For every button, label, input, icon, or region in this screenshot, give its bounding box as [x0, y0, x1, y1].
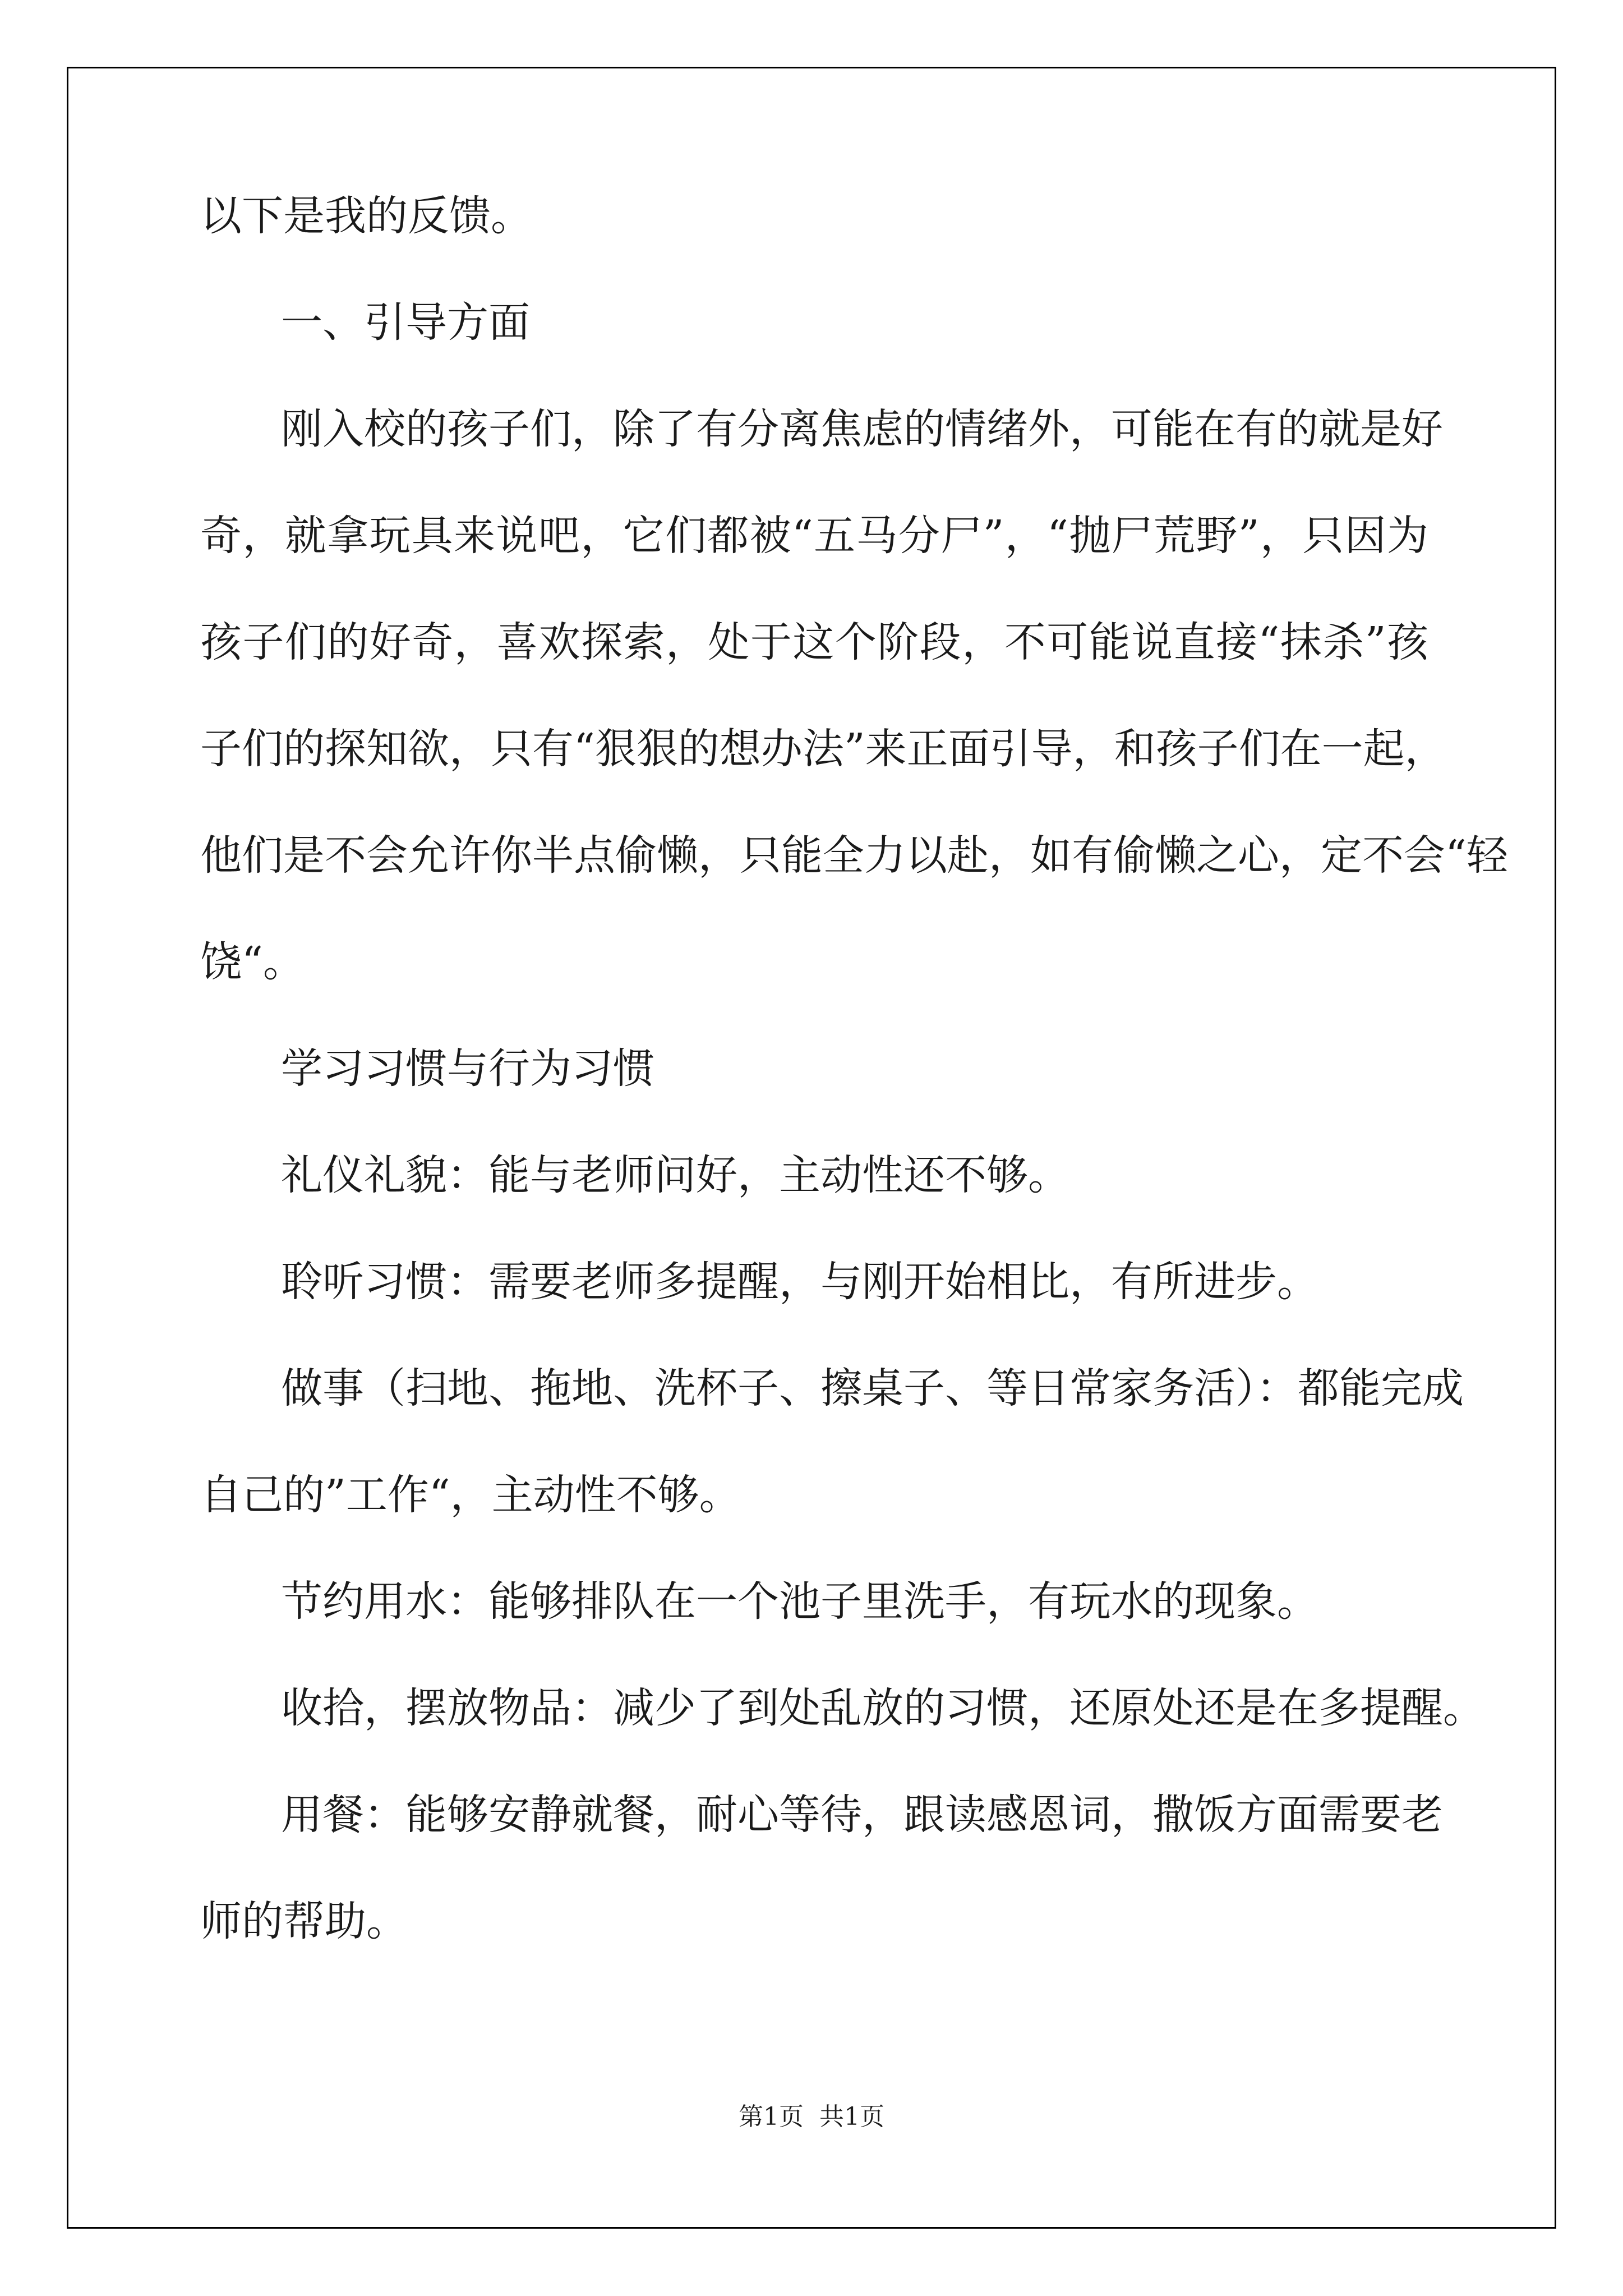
text-line: 奇，就拿玩具来说吧，它们都被“五马分尸”，“抛尸荒野”，只因为 — [200, 512, 1428, 560]
text-line: 自己的”工作“，主动性不够。 — [200, 1471, 741, 1519]
section-heading: 一、引导方面 — [281, 298, 530, 347]
text-line: 他们是不会允许你半点偷懒，只能全力以赴，如有偷懒之心，定不会“轻 — [200, 831, 1508, 880]
text-line: 以下是我的反馈。 — [200, 192, 532, 240]
text-line: 做事（扫地、拖地、洗杯子、擦桌子、等日常家务活）：都能完成 — [281, 1364, 1464, 1412]
page-total: 共1页 — [819, 2102, 884, 2131]
text-line: 刚入校的孩子们，除了有分离焦虑的情绪外，可能在有的就是好 — [281, 405, 1443, 453]
text-line: 师的帮助。 — [200, 1897, 408, 1945]
text-line: 子们的探知欲，只有“狠狠的想办法”来正面引导，和孩子们在一起， — [200, 725, 1446, 773]
text-line: 收拾，摆放物品：减少了到处乱放的习惯，还原处还是在多提醒。 — [281, 1684, 1484, 1732]
text-line: 礼仪礼貌：能与老师问好，主动性还不够。 — [281, 1151, 1069, 1199]
text-line: 用餐：能够安静就餐，耐心等待，跟读感恩词，撒饭方面需要老 — [281, 1791, 1443, 1839]
text-line: 聆听习惯：需要老师多提醒，与刚开始相比，有所进步。 — [281, 1258, 1318, 1306]
text-line: 孩子们的好奇，喜欢探索，处于这个阶段，不可能说直接“抹杀”孩 — [200, 618, 1428, 666]
page-footer — [0, 2101, 1623, 2133]
page-number: 第1页 — [739, 2102, 804, 2131]
text-line: 节约用水：能够排队在一个池子里洗手，有玩水的现象。 — [281, 1577, 1318, 1626]
section-heading: 学习习惯与行为习惯 — [281, 1045, 654, 1093]
text-line: 饶“。 — [200, 938, 305, 986]
